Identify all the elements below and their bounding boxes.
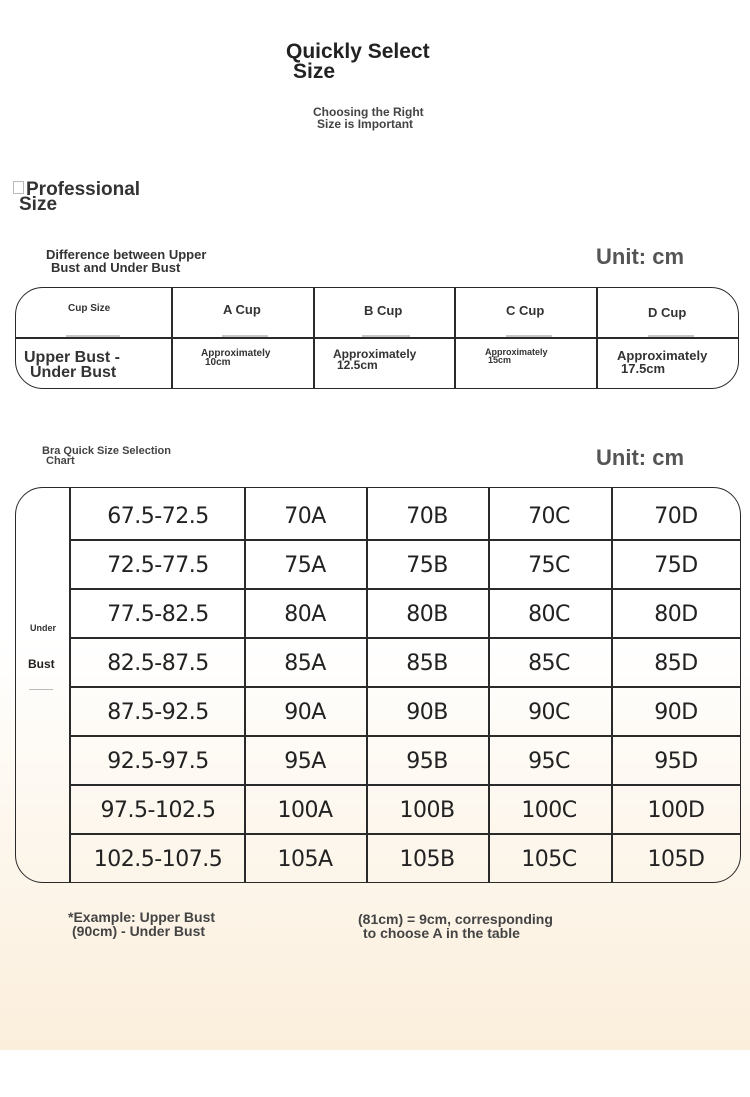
under-label: Under	[30, 623, 57, 633]
cup-header-d: D Cup	[648, 305, 687, 320]
size-cell: 100C	[521, 798, 577, 823]
cup-header-b: B Cup	[364, 303, 403, 318]
cup-b-value	[333, 349, 416, 371]
section-title-line-1: Professional	[26, 179, 141, 200]
row-divider	[70, 784, 741, 786]
row-divider	[70, 539, 741, 541]
section-title	[13, 179, 141, 215]
cup-table-unit: Unit: cm	[596, 244, 684, 269]
row-label-line-1: Upper Bust -	[24, 349, 120, 366]
upper-minus-under-label	[24, 350, 120, 380]
size-cell: 105B	[399, 847, 455, 872]
cup-header-c: C Cup	[506, 303, 545, 318]
value-line-1: Approximately	[485, 347, 548, 357]
size-cell: 100A	[277, 798, 333, 823]
row-divider	[70, 686, 741, 688]
size-caption-line-1: Bra Quick Size Selection	[42, 445, 171, 457]
size-caption-line-2: Chart	[46, 455, 75, 467]
header-underline	[648, 335, 694, 337]
size-cell: 105D	[647, 847, 705, 872]
size-cell: 105A	[277, 847, 333, 872]
row-divider	[70, 833, 741, 835]
size-cell: 70A	[284, 504, 326, 529]
cup-difference-table	[15, 287, 739, 389]
row-divider	[70, 735, 741, 737]
bust-label: Bust	[28, 657, 55, 671]
size-cell: 80A	[284, 602, 326, 627]
example-left-line-2: (90cm) - Under Bust	[72, 923, 206, 939]
row-divider	[70, 588, 741, 590]
size-cell: 95C	[528, 749, 570, 774]
cup-table-caption	[46, 248, 206, 274]
page-subtitle	[313, 106, 424, 130]
under-bust-range-cell: 82.5-87.5	[107, 651, 209, 676]
value-line-1: Approximately	[201, 348, 271, 359]
size-cell: 75D	[654, 553, 698, 578]
header-underline	[362, 335, 410, 337]
cup-c-value	[485, 348, 548, 364]
size-cell: 95B	[406, 749, 448, 774]
size-cell: 75A	[284, 553, 326, 578]
under-bust-range-cell: 77.5-82.5	[107, 602, 209, 627]
size-cell: 95D	[654, 749, 698, 774]
example-note-right	[358, 912, 553, 940]
under-bust-range-cell: 97.5-102.5	[100, 798, 216, 823]
header-underline	[222, 335, 268, 337]
title-line-2: Size	[293, 60, 336, 83]
size-cell: 85D	[654, 651, 698, 676]
value-line-2: 12.5cm	[337, 358, 378, 372]
size-cell: 70B	[406, 504, 448, 529]
size-cell: 95A	[284, 749, 326, 774]
cup-header-a: A Cup	[223, 302, 261, 317]
size-cell: 90C	[528, 700, 570, 725]
size-cell: 85B	[406, 651, 448, 676]
cup-a-value	[201, 349, 270, 367]
size-cell: 105C	[521, 847, 577, 872]
size-cell: 75C	[528, 553, 570, 578]
value-line-1: Approximately	[617, 348, 708, 363]
row-label-line-2: Under Bust	[30, 364, 117, 381]
row-divider	[16, 337, 738, 339]
tiny-divider	[29, 689, 53, 690]
size-cell: 90B	[406, 700, 448, 725]
subtitle-line-2: Size is Important	[317, 117, 414, 131]
size-cell: 75B	[406, 553, 448, 578]
under-bust-range-cell: 72.5-77.5	[107, 553, 209, 578]
under-bust-range-cell: 67.5-72.5	[107, 504, 209, 529]
header-underline	[66, 335, 120, 337]
size-chart-unit: Unit: cm	[596, 445, 684, 470]
size-cell: 80D	[654, 602, 698, 627]
subtitle-line-1: Choosing the Right	[313, 105, 424, 119]
example-left-line-1: *Example: Upper Bust	[68, 909, 216, 925]
size-cell: 90D	[654, 700, 698, 725]
size-cell: 70C	[528, 504, 570, 529]
section-title-line-2: Size	[19, 194, 58, 215]
example-note-left	[68, 910, 215, 938]
example-right-line-1: (81cm) = 9cm, corresponding	[358, 911, 553, 927]
value-line-2: 17.5cm	[621, 361, 666, 376]
size-cell: 80B	[406, 602, 448, 627]
size-cell: 80C	[528, 602, 570, 627]
title-line-1: Quickly Select	[286, 40, 430, 63]
page-title	[286, 42, 430, 82]
size-cell: 70D	[654, 504, 698, 529]
column-divider	[69, 488, 71, 882]
size-cell: 100D	[647, 798, 705, 823]
cup-d-value	[617, 349, 707, 375]
size-chart-caption	[42, 446, 171, 466]
size-cell: 85A	[284, 651, 326, 676]
value-line-2: 10cm	[205, 357, 231, 368]
cup-caption-line-2: Bust and Under Bust	[51, 260, 181, 275]
cup-size-header: Cup Size	[68, 303, 111, 314]
header-underline	[506, 335, 552, 337]
size-cell: 100B	[399, 798, 455, 823]
row-divider	[70, 637, 741, 639]
value-line-2: 15cm	[488, 355, 512, 365]
cup-caption-line-1: Difference between Upper	[46, 247, 207, 262]
example-right-line-2: to choose A in the table	[363, 925, 520, 941]
under-bust-range-cell: 87.5-92.5	[107, 700, 209, 725]
size-cell: 90A	[284, 700, 326, 725]
placeholder-box-icon	[13, 181, 24, 194]
under-bust-range-cell: 92.5-97.5	[107, 749, 209, 774]
size-cell: 85C	[528, 651, 570, 676]
under-bust-range-cell: 102.5-107.5	[93, 847, 223, 872]
size-chart-table	[15, 487, 741, 883]
value-line-1: Approximately	[333, 347, 417, 361]
